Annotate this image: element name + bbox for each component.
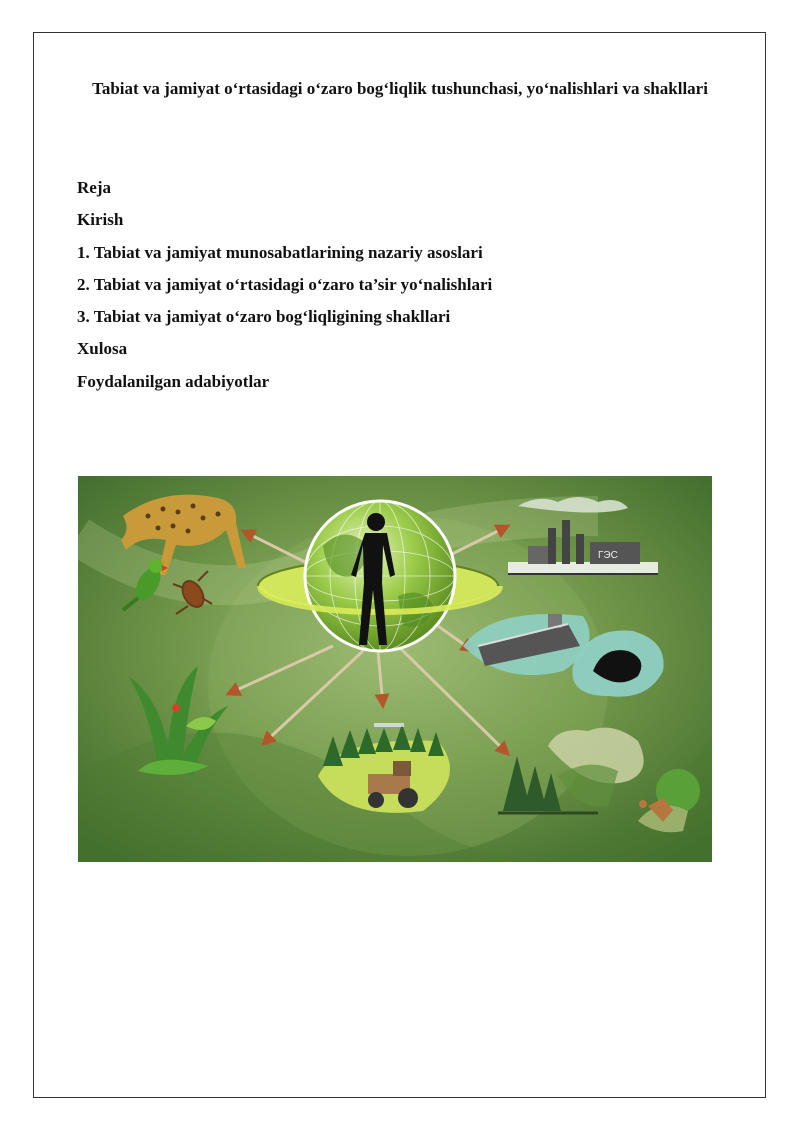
toc-heading-reja: Reja [77,178,111,197]
toc-item-2: 2. Tabiat va jamiyat o‘rtasidagi o‘zaro ta’sir yo‘nalishlari [77,274,493,294]
toc-item-adabiyotlar: Foydalanilgan adabiyotlar [77,371,270,391]
toc-item-1: 1. Tabiat va jamiyat munosabatlarining nazariy asoslari [77,242,483,262]
toc-item-xulosa: Xulosa [77,339,128,359]
nature-society-illustration [78,476,712,862]
table-of-contents [77,172,492,398]
toc-item-3: 3. Tabiat va jamiyat o‘zaro bog‘liqligining shakllari [77,307,451,327]
factory-sign: ГЭС [598,550,618,561]
document-title: Tabiat va jamiyat o‘rtasidagi o‘zaro bog‘liqlik tushunchasi, yo‘nalishlari va shakllari [92,79,708,98]
toc-item-kirish: Kirish [77,210,124,230]
